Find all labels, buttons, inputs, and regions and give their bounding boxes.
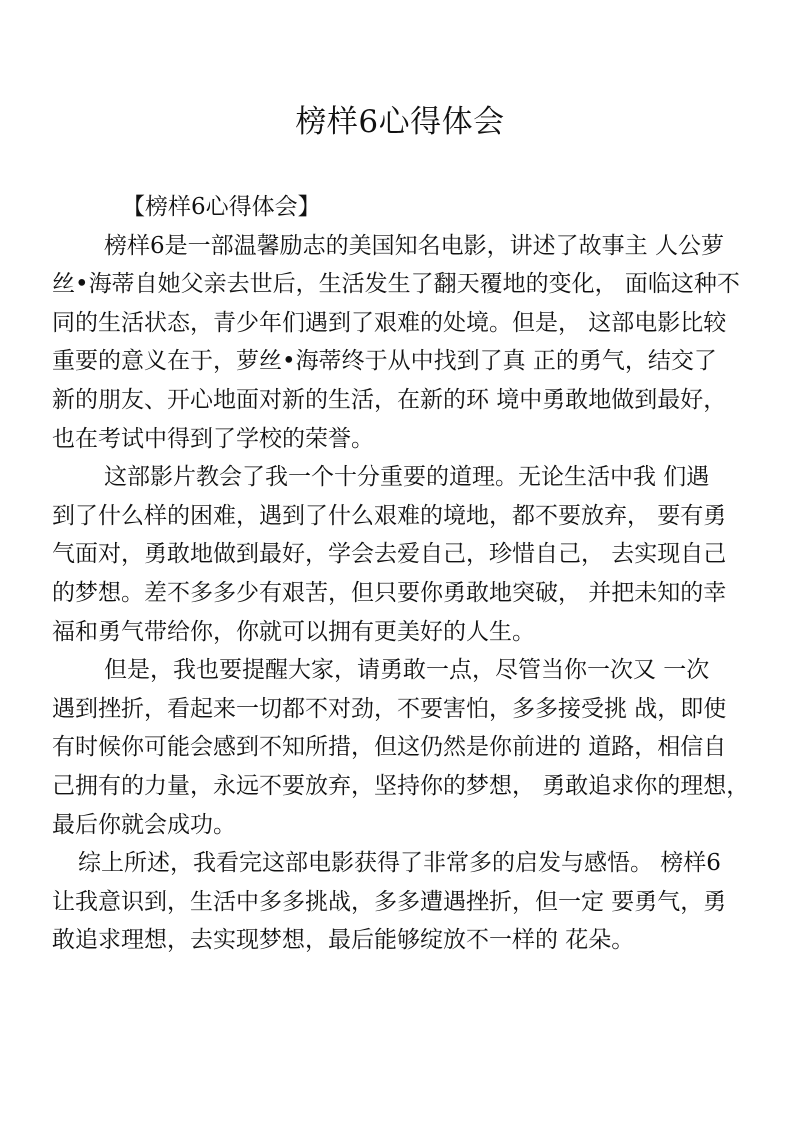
paragraph-4-line-2: 让我意识到，生活中多多挑战，多多遭遇挫折，但一定 要勇气，勇 [52,888,727,915]
document-body [52,188,768,960]
paragraph-1-line-3: 同的生活状态，青少年们遇到了艰难的处境。但是， 这部电影比较 [52,309,727,336]
paragraph-2-line-2: 到了什么样的困难，遇到了什么艰难的境地，都不要放弃， 要有勇 [52,502,727,529]
paragraph-1-line-4: 重要的意义在于，萝丝•海蒂终于从中找到了真 正的勇气，结交了 [52,348,717,375]
document-title: 榜样6心得体会 [295,104,505,140]
paragraph-1-line-2: 丝•海蒂自她父亲去世后，生活发生了翻天覆地的变化， 面临这种不 [52,271,740,298]
paragraph-4-line-1: 综上所述，我看完这部电影获得了非常多的启发与感悟。 榜样6 [78,850,721,877]
paragraph-2-line-3: 气面对，勇敢地做到最好，学会去爱自己，珍惜自己， 去实现自己 [52,541,727,568]
paragraph-3-line-4: 己拥有的力量，永远不要放弃，坚持你的梦想， 勇敢追求你的理想， [52,772,750,799]
paragraph-2-line-1: 这部影片教会了我一个十分重要的道理。无论生活中我 们遇 [104,464,710,491]
paragraph-4-line-3: 敢追求理想，去实现梦想，最后能够绽放不一样的 花朵。 [52,927,635,954]
paragraph-2-line-5: 福和勇气带给你，你就可以拥有更美好的人生。 [52,618,535,645]
section-heading: 【榜样6心得体会】 [122,194,321,220]
paragraph-3-line-5: 最后你就会成功。 [52,811,236,838]
paragraph-3-line-3: 有时候你可能会感到不知所措，但这仍然是你前进的 道路，相信自 [52,734,727,761]
paragraph-1-line-5: 新的朋友、开心地面对新的生活，在新的环 境中勇敢地做到最好， [52,386,727,413]
paragraph-3-line-1: 但是，我也要提醒大家，请勇敢一点，尽管当你一次又 一次 [104,657,710,684]
paragraph-1-line-6: 也在考试中得到了学校的荣誉。 [52,425,374,452]
paragraph-1-line-1: 榜样6是一部温馨励志的美国知名电影，讲述了故事主 人公萝 [104,232,724,259]
paragraph-3-line-2: 遇到挫折，看起来一切都不对劲，不要害怕，多多接受挑 战，即使 [52,695,727,722]
paragraph-2-line-4: 的梦想。差不多多少有艰苦，但只要你勇敢地突破， 并把未知的幸 [52,579,727,606]
